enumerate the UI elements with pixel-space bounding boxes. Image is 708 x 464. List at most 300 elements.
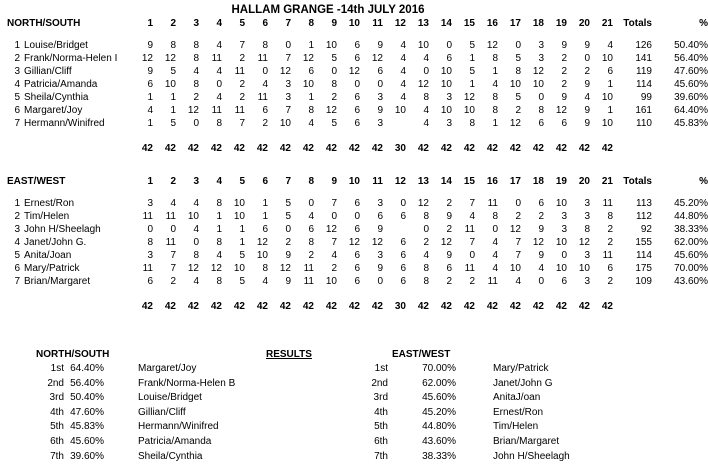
- score-cell: 6: [400, 237, 406, 248]
- score-cell: 12: [302, 53, 314, 64]
- score-cell: 12: [578, 237, 590, 248]
- result-pair-name: Gillian/Cliff: [138, 406, 186, 418]
- results-section: [0, 348, 656, 462]
- score-cell: 5: [515, 53, 521, 64]
- board-number-header: 6: [262, 18, 268, 29]
- score-cell: 0: [515, 40, 521, 51]
- pair-name: Frank/Norma-Helen I: [24, 53, 118, 64]
- score-cell: 2: [561, 79, 567, 90]
- score-cell: 5: [285, 198, 291, 209]
- result-row: [0, 391, 235, 406]
- empty-cell: [7, 130, 133, 155]
- score-cell: 4: [193, 198, 199, 209]
- score-cell: 4: [538, 263, 544, 274]
- score-cell: 4: [147, 105, 153, 116]
- column-total-cell: 42: [532, 143, 544, 154]
- empty-cell: [656, 130, 708, 155]
- score-cell: 3: [561, 224, 567, 235]
- column-total-cell: 42: [463, 143, 475, 154]
- pair-cell: [7, 210, 133, 223]
- score-cell: 6: [147, 79, 153, 90]
- column-total-cell: 42: [555, 301, 567, 312]
- score-cell: 4: [492, 79, 498, 90]
- score-cell: 11: [487, 198, 498, 209]
- pair-rank: 7: [14, 276, 20, 287]
- pair-name: Mary/Patrick: [24, 263, 80, 274]
- score-cell: 6: [607, 263, 613, 274]
- score-cell: 2: [331, 92, 337, 103]
- score-cell: 2: [170, 276, 176, 287]
- score-cell: 8: [515, 66, 521, 77]
- empty-cell: [616, 130, 656, 155]
- score-cell: 11: [142, 211, 153, 222]
- board-number-header: 16: [486, 176, 498, 187]
- results-east-west-heading: EAST/WEST: [392, 349, 451, 360]
- board-number-header: 8: [308, 176, 314, 187]
- score-cell: 9: [561, 92, 567, 103]
- pair-name: Janet/John G.: [24, 237, 87, 248]
- score-cell: 10: [233, 198, 245, 209]
- score-cell: 0: [170, 224, 176, 235]
- result-row: [338, 406, 570, 421]
- board-number-header: 3: [193, 18, 199, 29]
- results-east-west-list: [338, 362, 570, 464]
- score-cell: 2: [469, 276, 475, 287]
- percent-cell: 70.00%: [674, 263, 708, 274]
- column-total-cell: 42: [233, 301, 245, 312]
- score-cell: 6: [262, 105, 268, 116]
- results-north-south-list: [0, 362, 235, 464]
- score-cell: 2: [193, 92, 199, 103]
- score-cell: 12: [371, 53, 383, 64]
- score-cell: 10: [302, 79, 314, 90]
- column-total-cell: 42: [463, 301, 475, 312]
- score-cell: 0: [377, 276, 383, 287]
- total-cell: 161: [635, 105, 652, 116]
- score-cell: 8: [469, 118, 475, 129]
- score-cell: 10: [601, 53, 613, 64]
- results-north-south-heading: NORTH/SOUTH: [36, 349, 110, 360]
- score-cell: 7: [515, 250, 521, 261]
- result-row: [338, 391, 570, 406]
- score-cell: 3: [446, 118, 452, 129]
- score-cell: 2: [239, 79, 245, 90]
- score-cell: 6: [538, 198, 544, 209]
- result-percent: 47.60%: [70, 406, 104, 418]
- score-cell: 7: [285, 53, 291, 64]
- score-cell: 12: [417, 79, 429, 90]
- score-cell: 2: [561, 66, 567, 77]
- score-cell: 11: [165, 211, 176, 222]
- column-total-cell: 42: [302, 301, 314, 312]
- score-cell: 2: [538, 211, 544, 222]
- score-cell: 12: [210, 263, 222, 274]
- score-cell: 0: [469, 250, 475, 261]
- total-cell: 99: [640, 92, 652, 103]
- score-cell: 10: [164, 79, 176, 90]
- score-cell: 9: [538, 250, 544, 261]
- percent-cell: 45.60%: [674, 79, 708, 90]
- score-row: [7, 78, 708, 91]
- score-cell: 11: [602, 250, 613, 261]
- board-number-header: 12: [394, 18, 406, 29]
- score-cell: 5: [239, 250, 245, 261]
- score-cell: 7: [239, 40, 245, 51]
- score-cell: 6: [354, 92, 360, 103]
- score-cell: 7: [170, 250, 176, 261]
- percent-cell: 45.60%: [674, 250, 708, 261]
- column-total-cell: 42: [417, 143, 429, 154]
- score-cell: 0: [538, 276, 544, 287]
- score-cell: 6: [354, 40, 360, 51]
- score-cell: 6: [400, 250, 406, 261]
- score-cell: 0: [515, 198, 521, 209]
- score-cell: 6: [400, 211, 406, 222]
- score-row: [7, 249, 708, 262]
- score-cell: 8: [193, 250, 199, 261]
- board-number-header: 2: [170, 176, 176, 187]
- result-pair-name: Patricia/Amanda: [138, 435, 212, 447]
- board-number-header: 15: [463, 18, 475, 29]
- score-cell: 12: [187, 105, 199, 116]
- score-cell: 10: [279, 118, 291, 129]
- score-cell: 1: [216, 224, 222, 235]
- score-cell: 0: [354, 79, 360, 90]
- east-west-score-table: [7, 175, 708, 313]
- result-percent: 62.00%: [422, 377, 456, 389]
- pair-cell: [7, 117, 133, 130]
- score-cell: 8: [492, 53, 498, 64]
- board-number-header: 16: [486, 18, 498, 29]
- pair-rank: 1: [14, 40, 20, 51]
- pair-cell: [7, 78, 133, 91]
- column-total-cell: 42: [486, 301, 498, 312]
- score-cell: 11: [602, 198, 613, 209]
- score-cell: 5: [170, 118, 176, 129]
- score-cell: 2: [446, 198, 452, 209]
- score-row: [7, 117, 708, 130]
- result-pair-name: Louise/Bridget: [138, 392, 202, 404]
- score-cell: 4: [423, 118, 429, 129]
- score-cell: 12: [279, 263, 291, 274]
- pair-name: John H/Sheelagh: [24, 224, 101, 235]
- score-cell: 10: [509, 79, 521, 90]
- score-cell: 12: [325, 105, 337, 116]
- score-cell: 12: [532, 66, 544, 77]
- score-cell: 10: [555, 237, 567, 248]
- score-cell: 10: [555, 263, 567, 274]
- score-cell: 4: [400, 92, 406, 103]
- score-cell: 1: [147, 92, 153, 103]
- score-cell: 5: [469, 40, 475, 51]
- column-total-cell: 42: [486, 143, 498, 154]
- empty-cell: [7, 288, 133, 313]
- pair-name: Hermann/Winifred: [24, 118, 105, 129]
- total-cell: 126: [635, 40, 652, 51]
- score-cell: 8: [538, 105, 544, 116]
- score-cell: 4: [170, 198, 176, 209]
- pair-name: Louise/Bridget: [24, 40, 88, 51]
- board-number-header: 14: [440, 18, 452, 29]
- score-cell: 2: [515, 211, 521, 222]
- result-row: [0, 420, 235, 435]
- score-cell: 12: [440, 237, 452, 248]
- pair-cell: [7, 52, 133, 65]
- result-pair-name: Margaret/Joy: [138, 363, 197, 374]
- board-number-header: 11: [372, 18, 383, 29]
- score-cell: 12: [509, 224, 521, 235]
- score-cell: 4: [423, 53, 429, 64]
- column-total-cell: 42: [164, 301, 176, 312]
- column-total-cell: 30: [394, 143, 406, 154]
- result-row: [338, 377, 570, 392]
- score-cell: 0: [285, 224, 291, 235]
- total-cell: 113: [636, 198, 652, 209]
- score-cell: 12: [532, 237, 544, 248]
- board-number-header: 18: [532, 176, 544, 187]
- score-cell: 3: [561, 211, 567, 222]
- result-place: 7th: [50, 450, 64, 462]
- board-number-header: 13: [417, 176, 429, 187]
- score-cell: 11: [257, 53, 268, 64]
- total-cell: 119: [636, 66, 652, 77]
- score-cell: 8: [308, 105, 314, 116]
- percent-header: %: [699, 18, 708, 29]
- score-cell: 11: [142, 263, 153, 274]
- score-cell: 2: [607, 224, 613, 235]
- result-place: 3rd: [49, 392, 64, 404]
- total-cell: 141: [635, 53, 652, 64]
- board-number-header: 5: [239, 18, 245, 29]
- score-cell: 10: [532, 79, 544, 90]
- page-title: HALLAM GRANGE -14th JULY 2016: [231, 4, 425, 16]
- score-cell: 3: [285, 92, 291, 103]
- column-total-cell: 42: [233, 143, 245, 154]
- score-cell: 4: [492, 237, 498, 248]
- board-number-header: 17: [509, 176, 521, 187]
- score-cell: 10: [509, 263, 521, 274]
- score-cell: 3: [584, 250, 590, 261]
- score-cell: 0: [262, 66, 268, 77]
- pair-rank: 2: [14, 53, 20, 64]
- score-cell: 0: [561, 250, 567, 261]
- score-cell: 1: [308, 92, 314, 103]
- score-cell: 1: [239, 237, 245, 248]
- score-cell: 7: [331, 237, 337, 248]
- result-pair-name: Mary/Patrick: [493, 363, 549, 374]
- percent-cell: 47.60%: [674, 66, 708, 77]
- score-cell: 9: [285, 250, 291, 261]
- score-cell: 1: [308, 40, 314, 51]
- column-total-cell: 42: [141, 143, 153, 154]
- score-cell: [386, 117, 409, 130]
- score-cell: 3: [446, 92, 452, 103]
- board-number-header: 11: [372, 176, 383, 187]
- score-cell: 11: [211, 53, 222, 64]
- score-cell: 9: [584, 40, 590, 51]
- score-cell: 8: [423, 211, 429, 222]
- score-cell: 9: [584, 79, 590, 90]
- result-place: 1st: [374, 363, 388, 374]
- score-cell: 5: [285, 211, 291, 222]
- score-cell: 1: [262, 198, 268, 209]
- score-cell: 8: [492, 105, 498, 116]
- pair-cell: [7, 188, 133, 210]
- score-cell: 12: [417, 198, 429, 209]
- score-cell: 8: [193, 53, 199, 64]
- column-total-cell: 42: [509, 301, 521, 312]
- score-cell: 6: [400, 276, 406, 287]
- score-cell: 6: [308, 224, 314, 235]
- column-total-cell: 42: [509, 143, 521, 154]
- score-cell: 4: [216, 250, 222, 261]
- column-total-cell: 42: [256, 143, 268, 154]
- score-cell: 10: [440, 66, 452, 77]
- result-percent: 44.80%: [422, 421, 456, 433]
- percent-cell: 56.40%: [674, 53, 708, 64]
- column-total-cell: 42: [578, 301, 590, 312]
- score-cell: 3: [147, 250, 153, 261]
- board-number-header: 18: [532, 18, 544, 29]
- score-cell: 10: [256, 250, 268, 261]
- result-pair-name: Tim/Helen: [493, 421, 539, 433]
- score-cell: 3: [538, 40, 544, 51]
- column-total-cell: 30: [394, 301, 406, 312]
- result-row: [338, 362, 570, 377]
- score-cell: 10: [233, 211, 245, 222]
- score-cell: 1: [607, 105, 613, 116]
- score-cell: 4: [469, 211, 475, 222]
- score-cell: 10: [187, 211, 199, 222]
- pair-rank: 6: [14, 105, 20, 116]
- score-cell: 9: [377, 224, 383, 235]
- pair-rank: 7: [14, 118, 20, 129]
- score-cell: 8: [331, 79, 337, 90]
- score-cell: 9: [584, 118, 590, 129]
- percent-cell: 45.83%: [674, 118, 708, 129]
- result-pair-name: Janet/John G: [493, 377, 553, 389]
- percent-cell: 39.60%: [674, 92, 708, 103]
- result-percent: 45.60%: [70, 435, 104, 447]
- score-cell: 9: [285, 276, 291, 287]
- board-number-header: 12: [394, 176, 406, 187]
- column-total-cell: 42: [279, 143, 291, 154]
- column-total-cell: 42: [440, 143, 452, 154]
- north-south-score-table: [7, 17, 708, 155]
- empty-cell: [616, 288, 656, 313]
- board-number-header: 15: [463, 176, 475, 187]
- score-cell: 0: [446, 40, 452, 51]
- column-total-cell: 42: [164, 143, 176, 154]
- score-cell: 2: [285, 237, 291, 248]
- board-number-header: 14: [440, 176, 452, 187]
- result-pair-name: AnitaJ/oan: [493, 392, 541, 404]
- score-row: [7, 65, 708, 78]
- board-number-header: 20: [578, 18, 590, 29]
- column-total-cell: 42: [187, 143, 199, 154]
- score-cell: 3: [377, 198, 383, 209]
- score-cell: 2: [331, 263, 337, 274]
- score-cell: 11: [303, 263, 314, 274]
- score-cell: 0: [216, 79, 222, 90]
- score-cell: 3: [147, 198, 153, 209]
- pair-rank: 3: [14, 66, 20, 77]
- score-cell: 10: [233, 263, 245, 274]
- score-cell: 10: [394, 105, 406, 116]
- score-cell: 2: [607, 276, 613, 287]
- score-cell: 0: [538, 92, 544, 103]
- total-cell: 114: [636, 250, 652, 261]
- score-row: [7, 188, 708, 210]
- score-cell: 8: [262, 40, 268, 51]
- score-cell: 11: [165, 237, 176, 248]
- score-cell: 6: [354, 105, 360, 116]
- score-cell: 7: [469, 198, 475, 209]
- score-cell: 2: [515, 105, 521, 116]
- result-percent: 50.40%: [70, 392, 104, 404]
- score-cell: 3: [584, 198, 590, 209]
- score-cell: 10: [325, 40, 337, 51]
- score-cell: 9: [377, 263, 383, 274]
- pair-name: Ernest/Ron: [24, 198, 75, 209]
- board-number-header: 21: [601, 18, 613, 29]
- result-percent: 45.83%: [70, 421, 104, 433]
- percent-header: %: [699, 176, 708, 187]
- score-cell: 10: [440, 79, 452, 90]
- pair-rank: 5: [14, 250, 20, 261]
- result-percent: 38.33%: [422, 450, 456, 462]
- score-cell: 11: [234, 105, 245, 116]
- board-number-header: 7: [285, 176, 291, 187]
- score-cell: 3: [584, 276, 590, 287]
- score-cell: 8: [607, 211, 613, 222]
- column-total-cell: 42: [348, 143, 360, 154]
- score-row: [7, 223, 708, 236]
- result-place: 2nd: [47, 377, 64, 389]
- score-cell: 6: [354, 224, 360, 235]
- score-cell: 4: [400, 79, 406, 90]
- score-cell: 4: [216, 66, 222, 77]
- score-cell: 7: [285, 105, 291, 116]
- score-cell: 2: [239, 92, 245, 103]
- column-total-cell: 42: [325, 143, 337, 154]
- percent-cell: 43.60%: [674, 276, 708, 287]
- column-total-cell: 42: [555, 143, 567, 154]
- score-cell: 4: [400, 40, 406, 51]
- score-cell: 9: [446, 250, 452, 261]
- score-cell: 3: [285, 79, 291, 90]
- score-cell: 12: [256, 237, 268, 248]
- score-cell: 4: [216, 40, 222, 51]
- column-total-cell: 42: [210, 143, 222, 154]
- column-total-cell: 42: [417, 301, 429, 312]
- score-cell: 11: [303, 276, 314, 287]
- score-row: [7, 30, 708, 52]
- score-cell: 10: [440, 105, 452, 116]
- result-place: 6th: [50, 435, 64, 447]
- score-cell: 8: [492, 92, 498, 103]
- pair-cell: [7, 30, 133, 52]
- score-cell: 2: [561, 53, 567, 64]
- score-cell: 2: [584, 66, 590, 77]
- score-cell: 1: [170, 92, 176, 103]
- result-row: [338, 420, 570, 435]
- pair-rank: 2: [14, 211, 20, 222]
- score-cell: 0: [492, 224, 498, 235]
- board-number-header: 8: [308, 18, 314, 29]
- score-cell: 8: [423, 263, 429, 274]
- board-number-header: 4: [216, 176, 222, 187]
